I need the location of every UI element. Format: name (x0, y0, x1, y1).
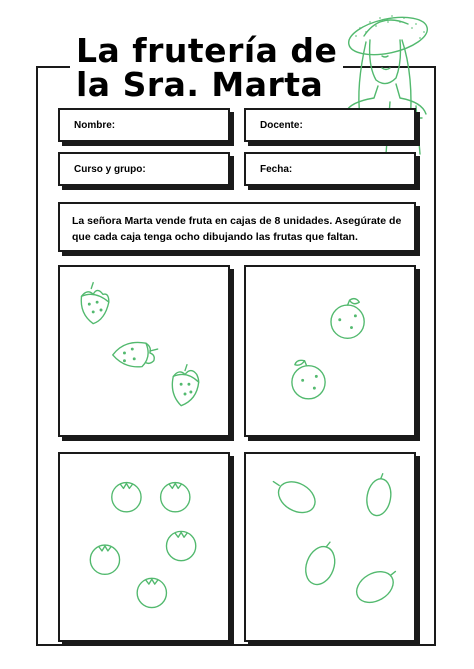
blueberry-icon (161, 483, 190, 512)
oranges-drawing (246, 267, 414, 435)
docente-field[interactable] (244, 108, 416, 142)
page-title (70, 31, 343, 104)
strawberries-drawing (60, 267, 228, 435)
blueberry-icon (112, 483, 141, 512)
blueberries-drawing (60, 454, 228, 640)
title-line-1: La frutería de (76, 31, 338, 70)
strawberry-icon (81, 283, 109, 324)
limes-drawing (246, 454, 414, 640)
lime-icon (364, 474, 394, 518)
nombre-field[interactable] (58, 108, 230, 142)
fecha-field[interactable] (244, 152, 416, 186)
lime-icon (273, 476, 321, 519)
lime-icon (301, 542, 340, 588)
blueberry-icon (137, 578, 166, 607)
orange-icon (292, 360, 325, 399)
fruit-box-strawberries[interactable] (58, 265, 230, 437)
strawberry-icon (113, 342, 158, 366)
strawberry-icon (172, 365, 198, 406)
nombre-label: Nombre: (74, 120, 116, 131)
instructions-box (58, 202, 416, 252)
curso-label: Curso y grupo: (74, 164, 146, 175)
fecha-label: Fecha: (260, 164, 293, 175)
blueberry-icon (166, 531, 195, 560)
blueberry-icon (90, 545, 119, 574)
orange-icon (331, 299, 364, 339)
curso-field[interactable] (58, 152, 230, 186)
lime-icon (351, 565, 399, 608)
instructions-text: La señora Marta vende fruta en cajas de 8 unidades. Asegúrate de que cada caja tenga ocho dibujando las frutas que faltan. (72, 215, 402, 243)
fruit-box-oranges[interactable] (244, 265, 416, 437)
fruit-box-limes[interactable] (244, 452, 416, 642)
fruit-box-blueberries[interactable] (58, 452, 230, 642)
title-line-2: la Sra. Marta (76, 65, 324, 104)
docente-label: Docente: (260, 120, 303, 131)
